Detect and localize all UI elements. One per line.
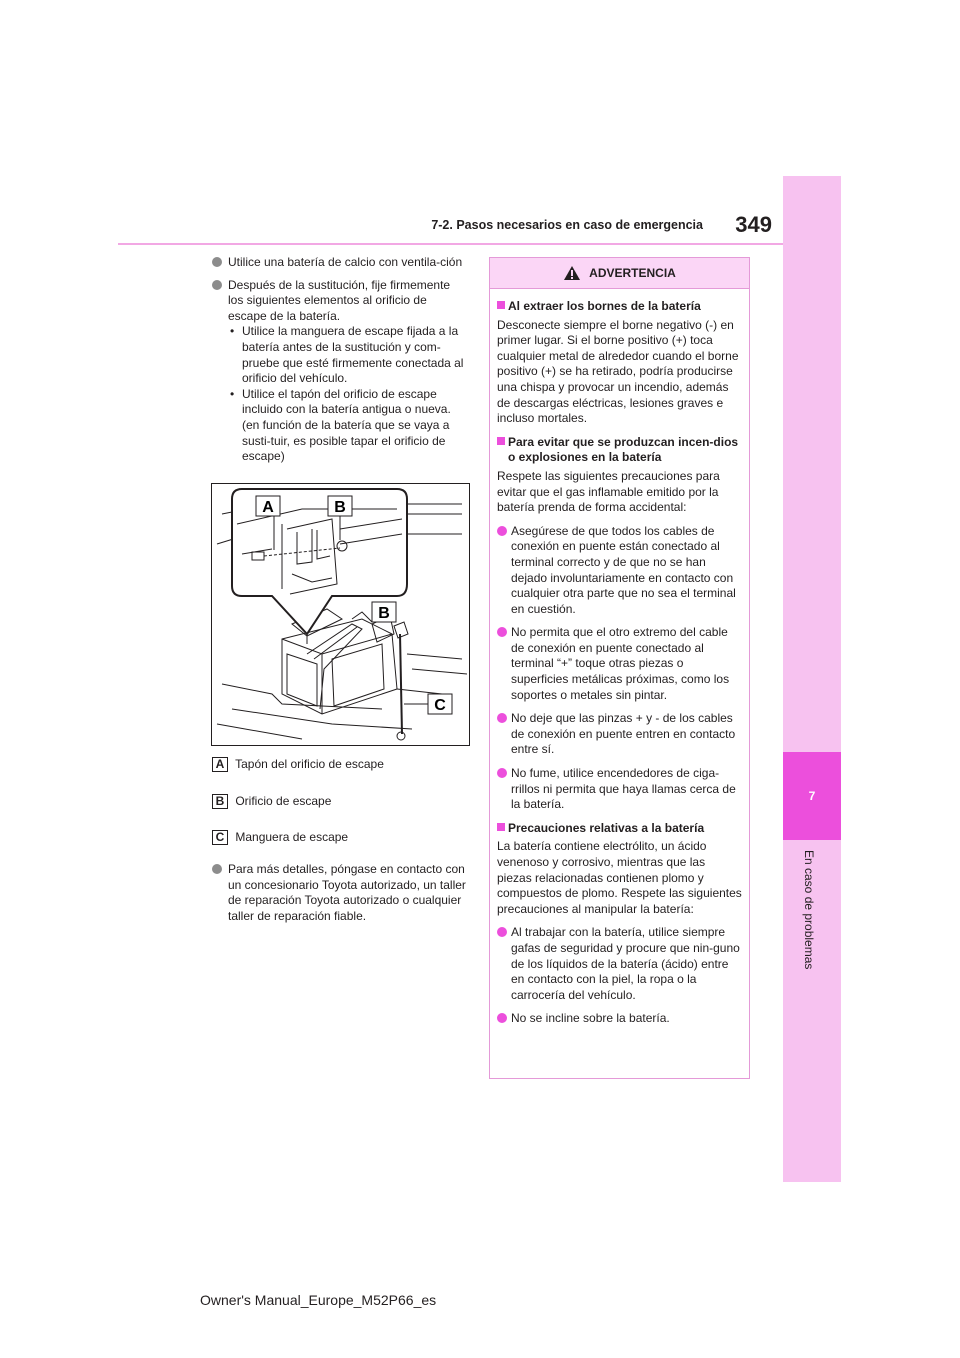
diagram-label-b: B: [334, 499, 346, 516]
legend-item-a: [212, 757, 384, 772]
footer-label: Owner's Manual_Europe_M52P66_es: [200, 1292, 437, 1308]
legend-text: Tapón del orificio de escape: [235, 757, 384, 771]
legend-text: Manguera de escape: [235, 830, 349, 844]
legend-key: C: [212, 830, 228, 845]
warning-header: [490, 258, 749, 289]
square-bullet-icon: [497, 437, 505, 445]
diagram-label-a: A: [262, 499, 274, 516]
diagram-label-c: C: [434, 697, 446, 714]
sub-list-item: [228, 387, 468, 465]
sub-bullet-marker: •: [230, 324, 235, 339]
list-item: [212, 278, 468, 465]
list-item: [497, 524, 742, 618]
bullet-icon: [497, 526, 507, 536]
bullet-icon: [212, 280, 222, 290]
header-rule: [118, 243, 783, 245]
section-title: 7-2. Pasos necesarios en caso de emergencia: [431, 218, 703, 232]
bullet-text: No permita que el otro extremo del cable de conexión en puente conectado al terminal “+” toque otras piezas o superficies metálicas próximas, como los soportes o metales sin pintar.: [511, 625, 730, 702]
warning-subhead: [497, 299, 742, 315]
subhead-text: Para evitar que se produzcan incen-dios o explosiones en la batería: [508, 434, 739, 465]
bullet-text: Después de la sustitución, fije firmemente los siguientes elementos al orificio de escape de la batería.: [228, 277, 451, 323]
bullet-icon: [497, 927, 507, 937]
warning-subhead: [497, 435, 742, 466]
bullet-text: Asegúrese de que todos los cables de conexión en puente están conectado al terminal correcto y de que no se han dejado involuntariamente en contacto con cualquier otra parte que no sea el terminal en cuestión.: [511, 523, 736, 616]
list-item: [497, 711, 742, 758]
sub-list-item: [228, 324, 468, 386]
bullet-text: No deje que las pinzas + y - de los cables de conexión en puente entren en contacto entre sí.: [511, 711, 736, 757]
sub-bullet-marker: •: [230, 386, 235, 401]
battery-diagram: [211, 483, 470, 746]
list-item: [497, 766, 742, 813]
legend-text: Orificio de escape: [235, 794, 332, 808]
legend-key: A: [212, 757, 228, 772]
bullet-text: Para más detalles, póngase en contacto con un concesionario Toyota autorizado, un taller de reparación Toyota autorizado o cualquier taller de reparación fiable.: [228, 862, 466, 923]
bullet-icon: [212, 864, 222, 874]
bullet-text: Utilice una batería de calcio con ventila-ción: [228, 255, 463, 269]
legend-item-c: [212, 830, 348, 845]
list-item: [212, 255, 468, 271]
list-item: [497, 1011, 742, 1027]
bullet-icon: [497, 713, 507, 723]
chapter-label: En caso de problemas: [802, 850, 816, 970]
warning-title: ADVERTENCIA: [589, 266, 676, 280]
bullet-text: Al trabajar con la batería, utilice siempre gafas de seguridad y procure que nin-guno de los líquidos de la batería (ácido) entre en contacto con la piel, la ropa o la carrocería del vehículo.: [511, 925, 740, 1002]
chapter-number-tab[interactable]: 7: [783, 752, 841, 840]
warning-triangle-icon: [563, 265, 581, 281]
list-item: [497, 625, 742, 703]
warning-subhead: [497, 821, 742, 837]
warning-box: [489, 257, 750, 1079]
bullet-icon: [497, 768, 507, 778]
page-number: 349: [735, 212, 772, 237]
warning-body: [490, 289, 749, 1027]
sub-bullet-text: Utilice el tapón del orificio de escape incluido con la batería antigua o nueva. (en función de la batería que se vaya a susti-tuir, es posible tapar el orificio de escape): [242, 386, 451, 464]
legend-item-b: [212, 794, 331, 809]
list-item: [212, 862, 468, 931]
bullet-icon: [212, 257, 222, 267]
subhead-text: Al extraer los bornes de la batería: [508, 299, 701, 313]
square-bullet-icon: [497, 301, 505, 309]
warning-paragraph: Respete las siguientes precauciones para evitar que el gas inflamable emitido por la batería prenda de forma accidental:: [497, 468, 720, 515]
warning-paragraph: Desconecte siempre el borne negativo (-) en primer lugar. Si el borne positivo (+) toca cualquier metal de alrededor cuando el borne positivo (+) se ha retirado, podría producirse una chispa y provocar un incendio, además de descargas eléctricas, lesiones graves e incluso mortales.: [497, 317, 739, 426]
bullet-row: [212, 862, 468, 924]
square-bullet-icon: [497, 823, 505, 831]
list-item: [497, 925, 742, 1003]
left-column: [212, 255, 468, 472]
sub-bullet-text: Utilice la manguera de escape fijada a la batería antes de la sustitución y com-pruebe que esté firmemente conectada al orificio del vehículo.: [242, 324, 464, 386]
bullet-icon: [497, 627, 507, 637]
bullet-text: No se incline sobre la batería.: [511, 1011, 670, 1026]
diagram-label-b: B: [378, 605, 390, 622]
bullet-text: No fume, utilice encendedores de ciga-rrillos ni permita que haya llamas cerca de la batería.: [511, 766, 736, 812]
battery-illustration: [212, 484, 469, 745]
bullet-icon: [497, 1013, 507, 1023]
warning-paragraph: La batería contiene electrólito, un ácido venenoso y corrosivo, mientras que las piezas relacionadas contienen plomo y compuestos de plomo. Respete las siguientes precauciones al manipular la batería:: [497, 839, 742, 916]
subhead-text: Precauciones relativas a la batería: [508, 820, 705, 835]
legend-key: B: [212, 794, 228, 809]
